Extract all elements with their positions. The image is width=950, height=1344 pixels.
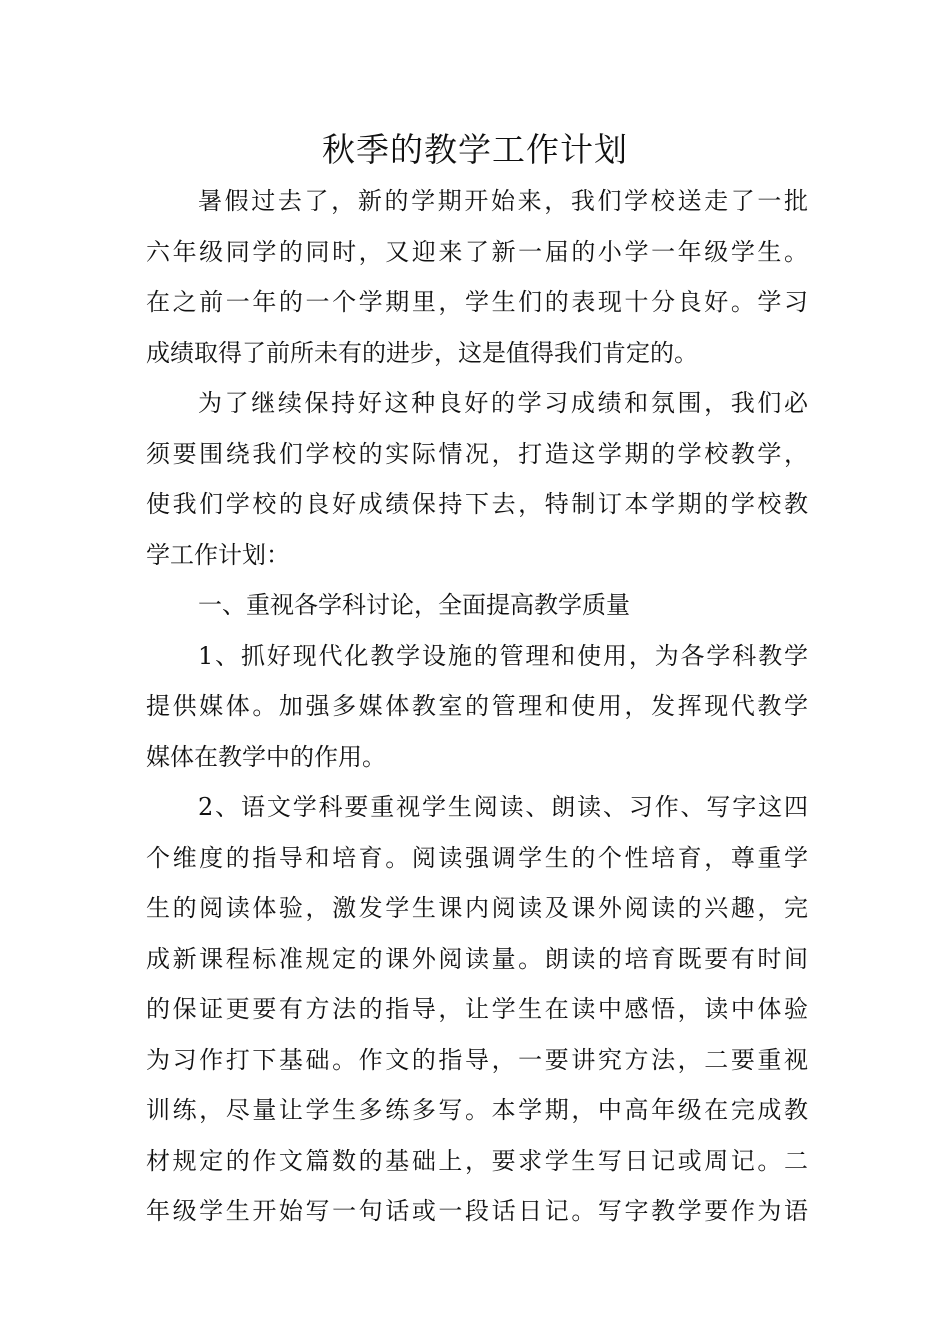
paragraph-line: 须要围绕我们学校的实际情况，打造这学期的学校教学， bbox=[146, 439, 808, 468]
paragraph-line: 成新课程标准规定的课外阅读量。朗读的培育既要有时间 bbox=[146, 944, 808, 973]
document-title: 秋季的教学工作计划 bbox=[322, 130, 628, 169]
paragraph-line: 暑假过去了，新的学期开始来，我们学校送走了一批 bbox=[198, 187, 808, 215]
paragraph bbox=[146, 631, 808, 783]
paragraph-line: 使我们学校的良好成绩保持下去，特制订本学期的学校教 bbox=[146, 490, 808, 518]
paragraph-line: 个维度的指导和培育。阅读强调学生的个性培育，尊重学 bbox=[146, 843, 808, 872]
paragraph-line: 生的阅读体验，激发学生课内阅读及课外阅读的兴趣，完 bbox=[146, 894, 808, 922]
paragraph-line: 学工作计划： bbox=[146, 540, 290, 569]
paragraph-line: 在之前一年的一个学期里，学生们的表现十分良好。学习 bbox=[146, 288, 808, 316]
paragraph-line: 年级学生开始写一句话或一段话日记。写字教学要作为语 bbox=[146, 1197, 808, 1225]
paragraph-line: 1、抓好现代化教学设施的管理和使用，为各学科教学 bbox=[198, 641, 808, 670]
paragraph-line: 为了继续保持好这种良好的学习成绩和氛围，我们必 bbox=[198, 389, 808, 417]
paragraph-line: 2、语文学科要重视学生阅读、朗读、习作、写字这四 bbox=[198, 793, 808, 821]
paragraph bbox=[146, 378, 808, 580]
paragraph-line: 媒体在教学中的作用。 bbox=[146, 742, 386, 771]
paragraph-line: 为习作打下基础。作文的指导，一要讲究方法，二要重视 bbox=[146, 1045, 808, 1074]
paragraph-line: 提供媒体。加强多媒体教室的管理和使用，发挥现代教学 bbox=[146, 692, 808, 720]
section-heading bbox=[146, 580, 808, 631]
document-body bbox=[146, 176, 808, 1237]
paragraph-line: 六年级同学的同时，又迎来了新一届的小学一年级学生。 bbox=[146, 237, 808, 266]
paragraph-line: 训练，尽量让学生多练多写。本学期，中高年级在完成教 bbox=[146, 1096, 808, 1124]
paragraph-line: 的保证更要有方法的指导，让学生在读中感悟，读中体验 bbox=[146, 995, 808, 1023]
paragraph-line: 材规定的作文篇数的基础上，要求学生写日记或周记。二 bbox=[146, 1146, 808, 1175]
paragraph-line: 一、重视各学科讨论，全面提高教学质量 bbox=[198, 591, 630, 619]
paragraph-line: 成绩取得了前所未有的进步，这是值得我们肯定的。 bbox=[146, 338, 698, 367]
paragraph bbox=[146, 782, 808, 1237]
paragraph bbox=[146, 176, 808, 378]
